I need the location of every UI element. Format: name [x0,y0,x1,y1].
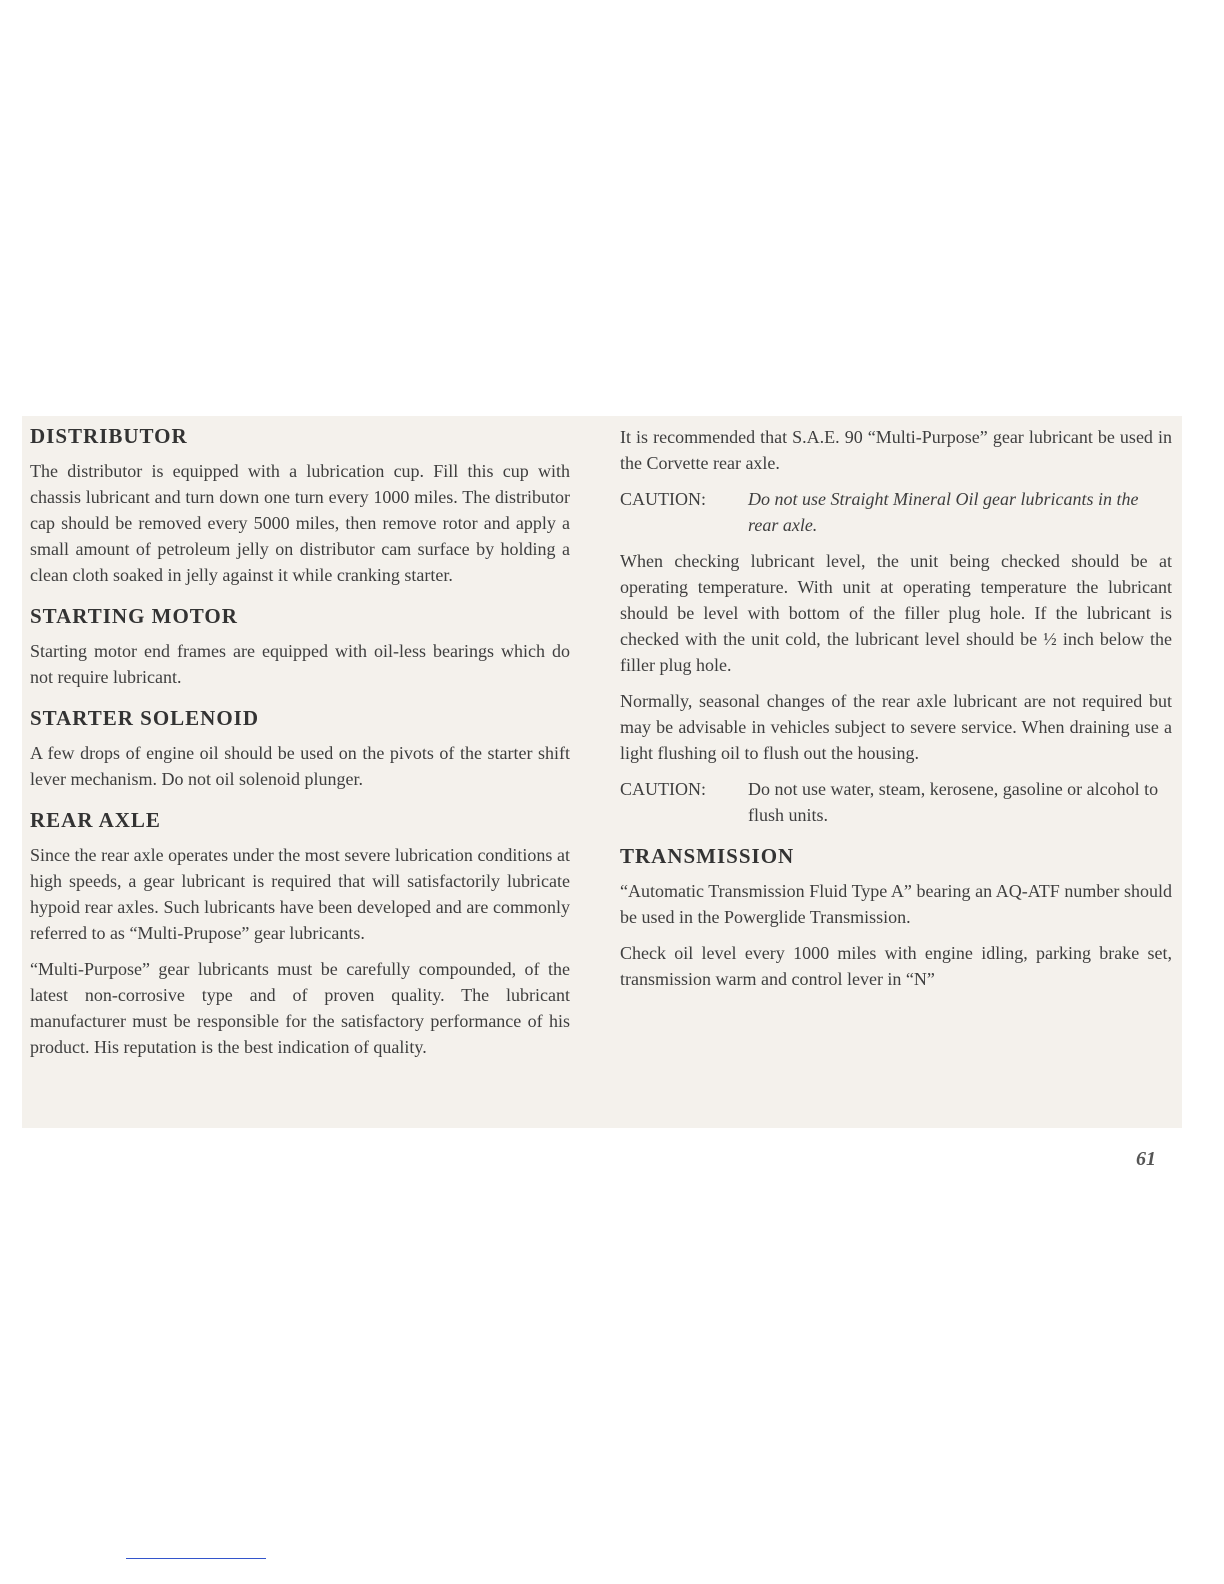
footer-rule [126,1558,266,1559]
starting-motor-heading: STARTING MOTOR [30,604,238,628]
starter-solenoid-text: A few drops of engine oil should be used on the pivots of the starter shift lever mechanism. Do not oil solenoid plunger. [30,743,570,789]
caution-text: Do not use water, steam, kerosene, gasoline or alcohol to flush units. [748,779,1159,825]
distributor-text: The distributor is equipped with a lubrication cup. Fill this cup with chassis lubricant and turn down one turn every 1000 miles. The distributor cap should be removed every 5000 miles, then remove rotor and apply a small amount of petroleum jelly on distributor cam surface by holding a clean cloth soaked in jelly against it while cranking starter. [30,461,570,585]
rear-axle-heading: REAR AXLE [30,808,161,832]
right-column [620,424,1172,992]
caution-note-1 [620,486,1172,538]
caution-note-2 [620,776,1172,828]
rear-axle-paragraph-5: Normally, seasonal changes of the rear axle lubricant are not required but may be advisable in vehicles subject to severe service. When draining use a light flushing oil to flush out the housing. [620,691,1172,763]
starter-solenoid-heading: STARTER SOLENOID [30,706,260,730]
rear-axle-paragraph-4: When checking lubricant level, the unit being checked should be at operating temperature. With unit at operating temperature the lubricant should be level with bottom of the filler plug hole. If the lubricant is checked with the unit cold, the lubricant level should be ½ inch below the filler plug hole. [620,551,1172,675]
caution-label: CAUTION: [620,779,706,799]
distributor-heading: DISTRIBUTOR [30,424,188,448]
left-column [30,422,570,1060]
page-number: 61 [1136,1148,1156,1170]
starting-motor-text: Starting motor end frames are equipped with oil-less bearings which do not require lubricant. [30,641,570,687]
transmission-paragraph-1: “Automatic Transmission Fluid Type A” bearing an AQ-ATF number should be used in the Powerglide Transmission. [620,881,1172,927]
transmission-paragraph-2: Check oil level every 1000 miles with engine idling, parking brake set, transmission warm and control lever in “N” [620,943,1172,989]
rear-axle-paragraph-1: Since the rear axle operates under the most severe lubrication conditions at high speeds, a gear lubricant is required that will satisfactorily lubricate hypoid rear axles. Such lubricants have been developed and are commonly referred to as “Multi-Prupose” gear lubricants. [30,845,570,943]
rear-axle-paragraph-3: It is recommended that S.A.E. 90 “Multi-Purpose” gear lubricant be used in the Corvette rear axle. [620,427,1172,473]
caution-label: CAUTION: [620,489,706,509]
caution-text: Do not use Straight Mineral Oil gear lubricants in the rear axle. [748,489,1139,535]
transmission-heading: TRANSMISSION [620,844,795,868]
rear-axle-paragraph-2: “Multi-Purpose” gear lubricants must be carefully compounded, of the latest non-corrosive type and of proven quality. The lubricant manufacturer must be responsible for the satisfactory performance of his product. His reputation is the best indication of quality. [30,959,570,1057]
